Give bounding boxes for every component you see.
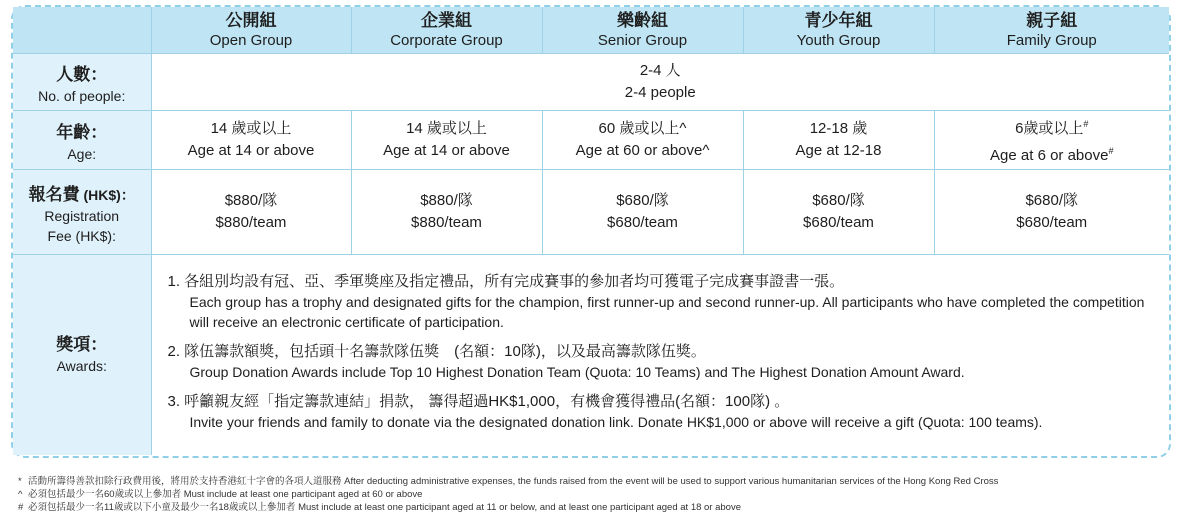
award-item: 3. 呼籲親友經「指定籌款連結」捐款， 籌得超過HK$1,000，有機會獲得禮品(名額：100隊) 。 Invite your friends and family to donate via the designated donation link. Donate HK$1,000 or above will receive a gift (Quota: 100 teams). <box>167 392 1043 430</box>
footnote: * 活動所籌得善款扣除行政費用後，將用於支持香港紅十字會的各項人道服務 After deducting administrative expenses, the funds raised from the event will be used to support various humanitarian services of the Hong Kong Red Cross <box>18 476 999 487</box>
header-youth-group: 青少年組 Youth Group <box>743 7 934 54</box>
age-youth: 12-18 歲 Age at 12-18 <box>743 111 934 170</box>
award-item: 1. 各組別均設有冠、亞、季軍獎座及指定禮品，所有完成賽事的參加者均可獲電子完成賽事證書一張。 Each group has a trophy and designated gifts for the champion, first runner-up and second runner-up. All participants who have completed the competition will receive an electronic certificate of participation. <box>167 272 1145 330</box>
fee-family: $680/隊 $680/team <box>934 170 1169 255</box>
fee-open: $880/隊 $880/team <box>151 170 351 255</box>
age-senior: 60 歲或以上^ Age at 60 or above^ <box>542 111 743 170</box>
age-label: 年齡： Age: <box>13 111 151 170</box>
people-label: 人數： No. of people: <box>13 54 151 111</box>
people-row <box>13 54 1169 111</box>
award-item: 2. 隊伍籌款額獎，包括頭十名籌款隊伍獎 (名額：10隊)，以及最高籌款隊伍獎。 Group Donation Awards include Top 10 Highest Donation Team (Quota: 10 Teams) and The Highest Donation Amount Award. <box>167 342 965 380</box>
header-open-group: 公開組 Open Group <box>151 7 351 54</box>
footnotes <box>18 475 1178 514</box>
age-corporate: 14 歲或以上 Age at 14 or above <box>351 111 542 170</box>
hash-mark: # <box>1108 146 1114 156</box>
hash-mark: # <box>1083 119 1089 129</box>
fee-corporate: $880/隊 $880/team <box>351 170 542 255</box>
header-row <box>13 7 1169 54</box>
age-open: 14 歲或以上 Age at 14 or above <box>151 111 351 170</box>
fee-youth: $680/隊 $680/team <box>743 170 934 255</box>
footnote: ^ 必須包括最少一名60歲或以上參加者 Must include at least one participant aged at 60 or above <box>18 489 423 500</box>
footnote: # 必須包括最少一名11歲或以下小童及最少一名18歲或以上參加者 Must include at least one participant aged at 11 or below, and at least one participant aged at 18 or above <box>18 502 741 513</box>
header-corporate-group: 企業組 Corporate Group <box>351 7 542 54</box>
awards-row <box>13 255 1169 455</box>
fee-label: 報名費 (HK$)： Registration Fee (HK$): <box>13 170 151 255</box>
age-row <box>13 111 1169 170</box>
age-family: 6歲或以上# Age at 6 or above# <box>934 111 1169 170</box>
header-corner <box>13 7 151 54</box>
event-info-table <box>13 7 1169 455</box>
header-family-group: 親子組 Family Group <box>934 7 1169 54</box>
awards-content <box>151 255 1169 455</box>
people-value: 2-4 人 2-4 people <box>151 54 1169 111</box>
awards-label: 獎項： Awards: <box>13 255 151 455</box>
fee-senior: $680/隊 $680/team <box>542 170 743 255</box>
fee-row <box>13 170 1169 255</box>
header-senior-group: 樂齡組 Senior Group <box>542 7 743 54</box>
